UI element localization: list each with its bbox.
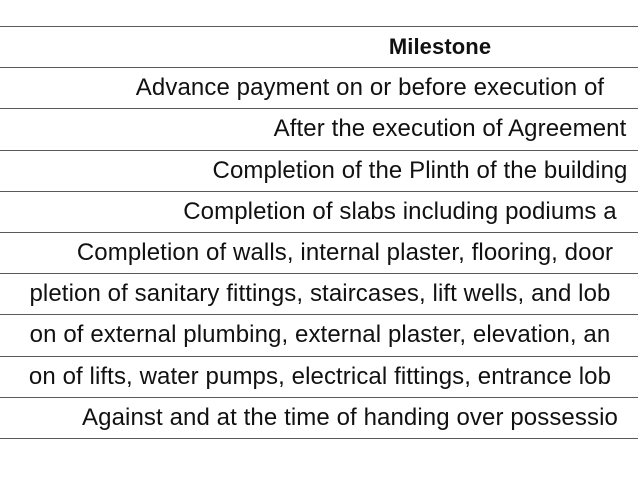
milestone-cell: After the execution of Agreement <box>273 115 627 143</box>
table-row <box>0 274 638 315</box>
table-row <box>0 192 638 233</box>
milestone-cell: Advance payment on or before execution of <box>135 74 605 102</box>
milestone-cell: pletion of sanitary fittings, staircases, lift wells, and lob <box>29 280 611 308</box>
table-row <box>0 315 638 356</box>
milestone-table <box>0 26 638 439</box>
milestone-column-header: Milestone <box>388 34 492 60</box>
table-header-row <box>0 27 638 68</box>
milestone-cell: on of external plumbing, external plaster, elevation, an <box>29 321 611 349</box>
milestone-cell: Completion of walls, internal plaster, flooring, door <box>76 239 614 267</box>
milestone-cell: Against and at the time of handing over possessio <box>82 403 618 431</box>
table-row <box>0 398 638 439</box>
table-row <box>0 109 638 150</box>
milestone-cell: on of lifts, water pumps, electrical fittings, entrance lob <box>28 362 612 390</box>
table-row <box>0 151 638 192</box>
milestone-cell: Completion of slabs including podiums a <box>183 197 617 225</box>
table-row <box>0 233 638 274</box>
table-row <box>0 357 638 398</box>
milestone-cell: Completion of the Plinth of the building <box>212 156 628 184</box>
table-row <box>0 68 638 109</box>
